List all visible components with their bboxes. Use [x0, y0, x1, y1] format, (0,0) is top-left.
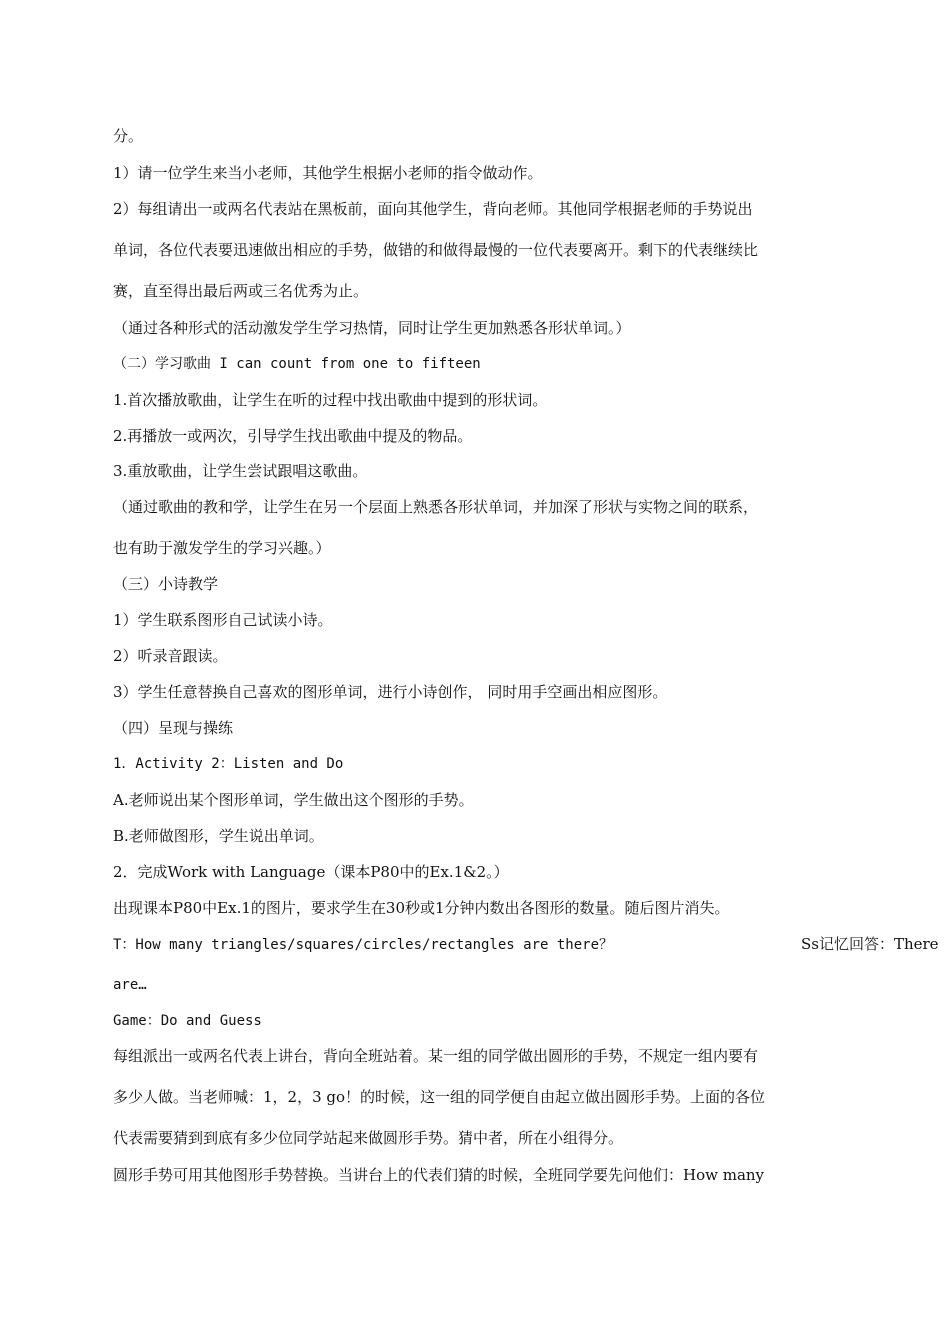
text-line: 3）学生任意替换自己喜欢的图形单词，进行小诗创作， 同时用手空画出相应图形。: [113, 683, 668, 701]
text-line: 出现课本P80中Ex.1的图片，要求学生在30秒或1分钟内数出各图形的数量。随后图片消失。: [113, 899, 730, 917]
text-line: 代表需要猜到到底有多少位同学站起来做圆形手势。猜中者，所在小组得分。: [113, 1129, 624, 1147]
text-line: 赛，直至得出最后两或三名优秀为止。: [113, 282, 369, 300]
text-line: 2.再播放一或两次，引导学生找出歌曲中提及的物品。: [113, 427, 473, 445]
text-line: 分。: [113, 127, 144, 145]
text-line: 每组派出一或两名代表上讲台，背向全班站着。某一组的同学做出圆形的手势，不规定一组内要有: [113, 1047, 759, 1065]
teacher-question: T：How many triangles/squares/circles/rectangles are there？: [113, 937, 614, 953]
text-line: 1）请一位学生来当小老师，其他学生根据小老师的指令做动作。: [113, 164, 543, 182]
text-line: （通过歌曲的教和学，让学生在另一个层面上熟悉各形状单词，并加深了形状与实物之间的联系，: [113, 498, 759, 516]
text-line: 2）每组请出一或两名代表站在黑板前，面向其他学生，背向老师。其他同学根据老师的手势说出: [113, 200, 753, 218]
section-heading: （三）小诗教学: [113, 575, 219, 593]
text-line: 1.首次播放歌曲，让学生在听的过程中找出歌曲中提到的形状词。: [113, 391, 548, 409]
text-line: 多少人做。当老师喊：1，2，3 go！的时候，这一组的同学便自由起立做出圆形手势。上面的各位: [113, 1088, 766, 1106]
text-line: 1）学生联系图形自己试读小诗。: [113, 611, 333, 629]
text-line: 3.重放歌曲，让学生尝试跟唱这歌曲。: [113, 462, 368, 480]
section-heading: Game：Do and Guess: [113, 1013, 262, 1029]
text-line: （通过各种形式的活动激发学生学习热情，同时让学生更加熟悉各形状单词。）: [113, 319, 631, 337]
text-line: [113, 934, 939, 955]
section-heading: （四）呈现与操练: [113, 719, 234, 737]
text-line: 1．Activity 2：Listen and Do: [113, 756, 344, 772]
text-line: 2）听录音跟读。: [113, 647, 228, 665]
student-answer: Ss记忆回答：There: [801, 935, 939, 953]
text-line: B.老师做图形，学生说出单词。: [113, 827, 324, 845]
text-line: 也有助于激发学生的学习兴趣。）: [113, 539, 331, 557]
text-line: are…: [113, 977, 147, 993]
text-line: 单词，各位代表要迅速做出相应的手势，做错的和做得最慢的一位代表要离开。剩下的代表继续比: [113, 241, 759, 259]
section-heading: （二）学习歌曲 I can count from one to fifteen: [113, 356, 481, 372]
text-line: A.老师说出某个图形单词，学生做出这个图形的手势。: [113, 791, 474, 809]
text-line: 2．完成Work with Language（课本P80中的Ex.1&2。）: [113, 863, 509, 881]
text-line: 圆形手势可用其他图形手势替换。当讲台上的代表们猜的时候，全班同学要先问他们：How many: [113, 1166, 765, 1184]
